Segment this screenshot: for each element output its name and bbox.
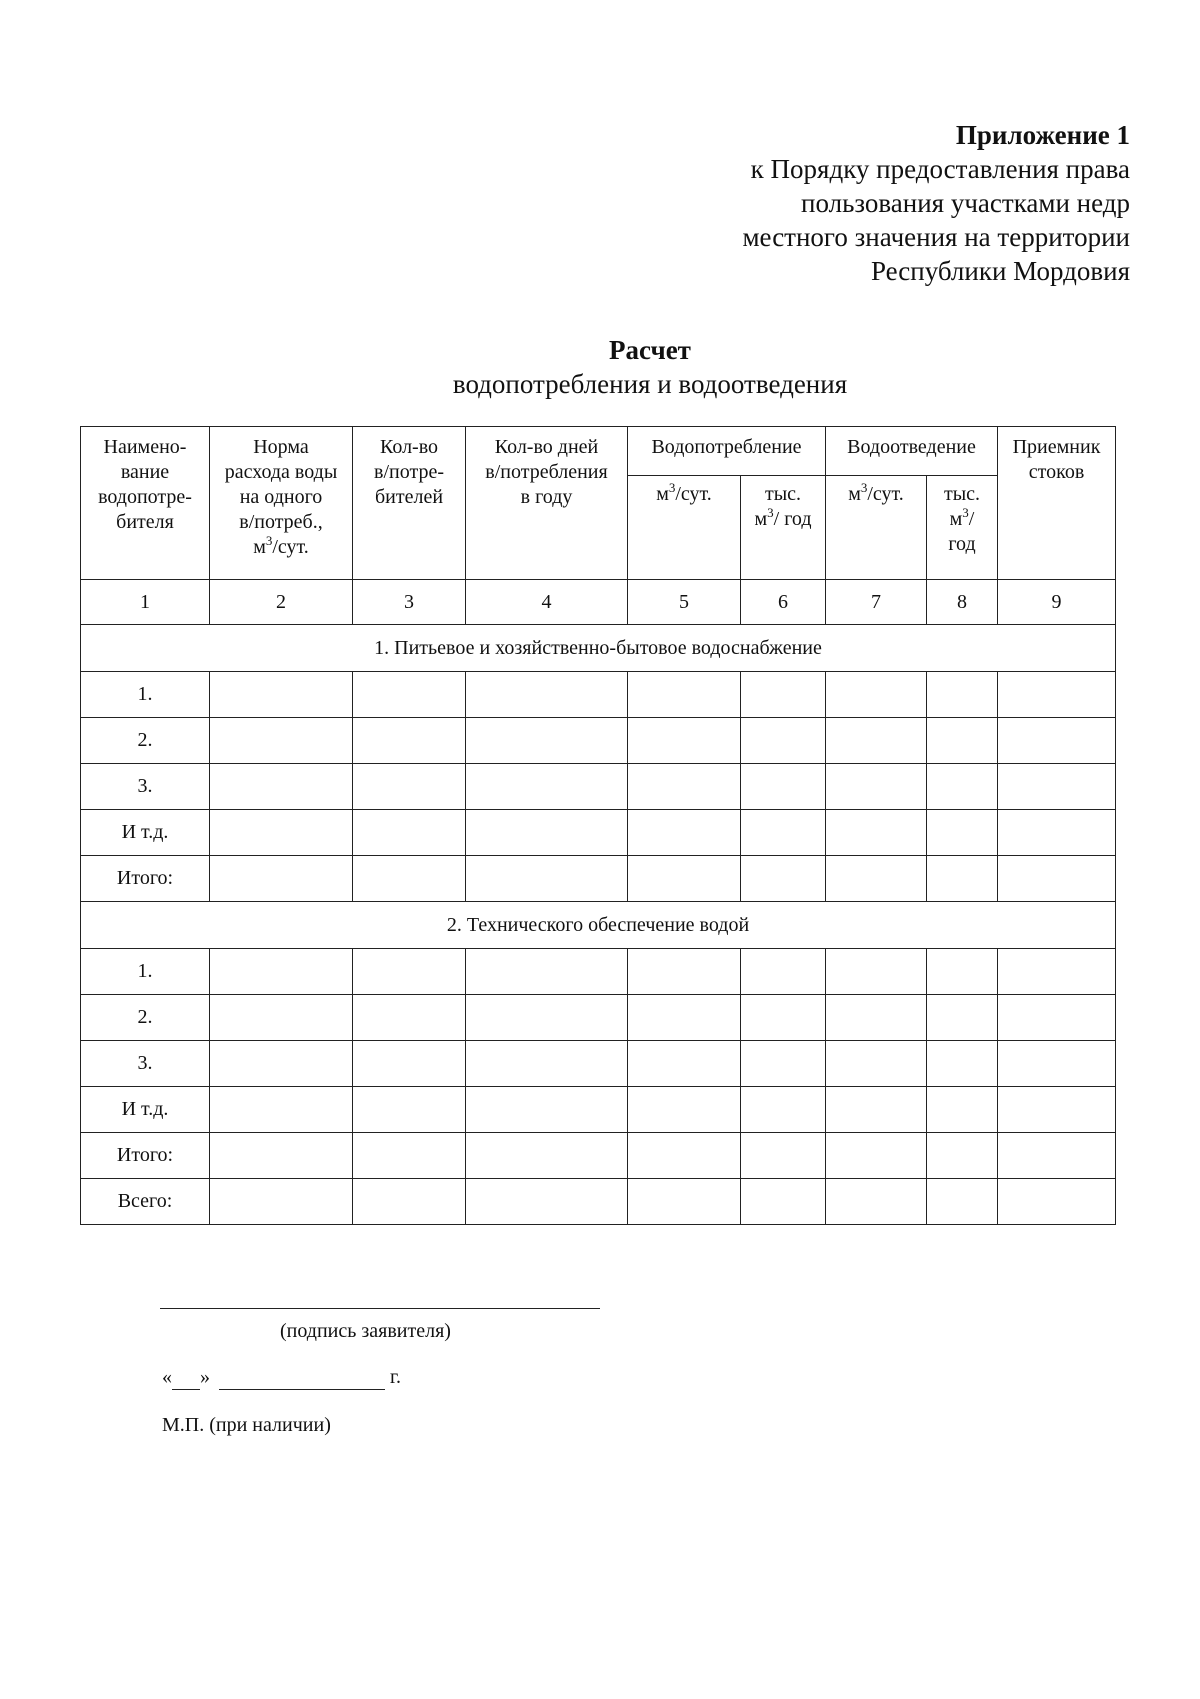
row-label: Всего:	[81, 1179, 210, 1225]
table-cell	[466, 856, 628, 902]
table-cell	[210, 810, 353, 856]
table-row	[81, 718, 1116, 764]
table-cell	[466, 810, 628, 856]
column-number: 3	[353, 580, 466, 625]
table-cell	[210, 1041, 353, 1087]
table-cell	[466, 718, 628, 764]
column-number: 8	[927, 580, 998, 625]
title-sub: водопотребления и водоотведения	[452, 369, 848, 399]
table-cell	[998, 1179, 1116, 1225]
table-cell	[353, 1087, 466, 1133]
table-cell	[741, 764, 826, 810]
column-number: 6	[741, 580, 826, 625]
table-cell	[466, 764, 628, 810]
row-label: И т.д.	[81, 810, 210, 856]
table-cell	[741, 1179, 826, 1225]
table-cell	[741, 718, 826, 764]
table-cell	[353, 1041, 466, 1087]
table-cell	[353, 764, 466, 810]
table-cell	[826, 718, 927, 764]
subheader-disposal-m3-year: тыс. $м^3/$ год	[927, 476, 998, 580]
header-count: Кол-во в/потре- бителей	[353, 427, 466, 580]
table-cell	[210, 764, 353, 810]
table-cell	[741, 1133, 826, 1179]
table-cell	[628, 949, 741, 995]
table-cell	[466, 1041, 628, 1087]
table-row	[81, 1133, 1116, 1179]
table-row	[81, 995, 1116, 1041]
row-label: И т.д.	[81, 1087, 210, 1133]
table-cell	[210, 672, 353, 718]
table-cell	[927, 1041, 998, 1087]
table-cell	[927, 1087, 998, 1133]
table-cell	[628, 1179, 741, 1225]
column-number: 4	[466, 580, 628, 625]
section2-title: 2. Технического обеспечение водой	[81, 902, 1116, 949]
table-row	[81, 672, 1116, 718]
row-label: 1.	[81, 672, 210, 718]
subheader-disposal-m3-day: $м^3$/сут.	[826, 476, 927, 580]
table-cell	[927, 1133, 998, 1179]
appendix-line: пользования участками недр	[801, 188, 1130, 218]
table-cell	[466, 1087, 628, 1133]
document-title	[0, 333, 1200, 401]
table-cell	[466, 949, 628, 995]
date-close-quote: »	[200, 1366, 210, 1388]
table-cell	[826, 1087, 927, 1133]
table-cell	[741, 1087, 826, 1133]
table-cell	[826, 1179, 927, 1225]
table-cell	[826, 764, 927, 810]
table-cell	[998, 1133, 1116, 1179]
table-cell	[741, 1041, 826, 1087]
header-days: Кол-во дней в/потребления в году	[466, 427, 628, 580]
table-cell	[353, 1133, 466, 1179]
column-number: 1	[81, 580, 210, 625]
table-cell	[927, 764, 998, 810]
date-month-blank	[219, 1366, 385, 1390]
stamp-note: М.П. (при наличии)	[162, 1414, 331, 1436]
table-cell	[826, 949, 927, 995]
table-cell	[927, 949, 998, 995]
table-cell	[466, 672, 628, 718]
table-cell	[741, 949, 826, 995]
table-cell	[628, 1087, 741, 1133]
table-cell	[927, 810, 998, 856]
table-cell	[628, 1133, 741, 1179]
table-cell	[353, 949, 466, 995]
column-numbers-row	[81, 580, 1116, 625]
table-cell	[998, 1041, 1116, 1087]
column-number: 2	[210, 580, 353, 625]
table-cell	[628, 718, 741, 764]
table-cell	[353, 718, 466, 764]
table-row	[81, 1041, 1116, 1087]
section1-title: 1. Питьевое и хозяйственно-бытовое водоснабжение	[81, 625, 1116, 672]
table-cell	[353, 810, 466, 856]
table-cell	[210, 1133, 353, 1179]
table-cell	[628, 1041, 741, 1087]
table-cell	[210, 1179, 353, 1225]
appendix-heading: Приложение 1	[955, 120, 1130, 150]
table-cell	[826, 1133, 927, 1179]
header-disposal: Водоотведение	[826, 427, 998, 476]
date-line	[162, 1366, 401, 1390]
subheader-consumption-m3-year: тыс. $м^3/$ год	[741, 476, 826, 580]
table-cell	[998, 995, 1116, 1041]
row-label: 3.	[81, 1041, 210, 1087]
table-cell	[628, 856, 741, 902]
table-cell	[826, 672, 927, 718]
table-cell	[826, 995, 927, 1041]
column-number: 9	[998, 580, 1116, 625]
table-cell	[741, 995, 826, 1041]
table-cell	[628, 810, 741, 856]
table-cell	[927, 856, 998, 902]
table-cell	[210, 995, 353, 1041]
row-label: 1.	[81, 949, 210, 995]
table-row	[81, 856, 1116, 902]
calculation-table-wrapper	[80, 426, 1115, 1225]
table-cell	[826, 856, 927, 902]
row-label: Итого:	[81, 1133, 210, 1179]
signature-caption: (подпись заявителя)	[280, 1320, 451, 1342]
appendix-line: Республики Мордовия	[870, 256, 1130, 286]
table-cell	[998, 1087, 1116, 1133]
table-cell	[741, 810, 826, 856]
table-cell	[628, 995, 741, 1041]
row-label: 3.	[81, 764, 210, 810]
table-cell	[466, 1179, 628, 1225]
table-row	[81, 949, 1116, 995]
table-cell	[741, 856, 826, 902]
table-cell	[353, 995, 466, 1041]
row-label: Итого:	[81, 856, 210, 902]
table-cell	[998, 672, 1116, 718]
table-cell	[210, 1087, 353, 1133]
table-cell	[826, 1041, 927, 1087]
table-cell	[927, 995, 998, 1041]
table-cell	[210, 856, 353, 902]
table-cell	[998, 764, 1116, 810]
calculation-table	[80, 426, 1116, 1225]
row-label: 2.	[81, 718, 210, 764]
table-cell	[998, 718, 1116, 764]
table-cell	[466, 995, 628, 1041]
date-day-blank	[172, 1366, 200, 1390]
row-label: 2.	[81, 995, 210, 1041]
table-cell	[210, 949, 353, 995]
column-number: 7	[826, 580, 927, 625]
title-main: Расчет	[609, 335, 691, 365]
header-consumption: Водопотребление	[628, 427, 826, 476]
table-cell	[741, 672, 826, 718]
table-row	[81, 764, 1116, 810]
table-cell	[466, 1133, 628, 1179]
table-cell	[998, 856, 1116, 902]
table-cell	[826, 810, 927, 856]
table-cell	[353, 672, 466, 718]
subheader-consumption-m3-day: $м^3$/сут.	[628, 476, 741, 580]
appendix-line: местного значения на территории	[742, 222, 1130, 252]
table-cell	[353, 856, 466, 902]
header-name: Наимено- вание водопотре- бителя	[81, 427, 210, 580]
signature-line	[160, 1308, 600, 1309]
header-norm: Норма расхода воды на одного в/потреб., $м^3$/сут.	[210, 427, 353, 580]
table-row	[81, 1179, 1116, 1225]
table-row	[81, 1087, 1116, 1133]
appendix-block	[742, 118, 1130, 288]
table-cell	[927, 1179, 998, 1225]
table-cell	[628, 672, 741, 718]
table-cell	[927, 718, 998, 764]
table-cell	[998, 949, 1116, 995]
table-row	[81, 810, 1116, 856]
table-cell	[210, 718, 353, 764]
table-cell	[927, 672, 998, 718]
table-cell	[628, 764, 741, 810]
table-cell	[353, 1179, 466, 1225]
table-cell	[998, 810, 1116, 856]
appendix-line: к Порядку предоставления права	[750, 154, 1130, 184]
column-number: 5	[628, 580, 741, 625]
date-year-suffix: г.	[390, 1366, 401, 1388]
date-open-quote: «	[162, 1366, 172, 1388]
header-receiver: Приемник стоков	[998, 427, 1116, 580]
